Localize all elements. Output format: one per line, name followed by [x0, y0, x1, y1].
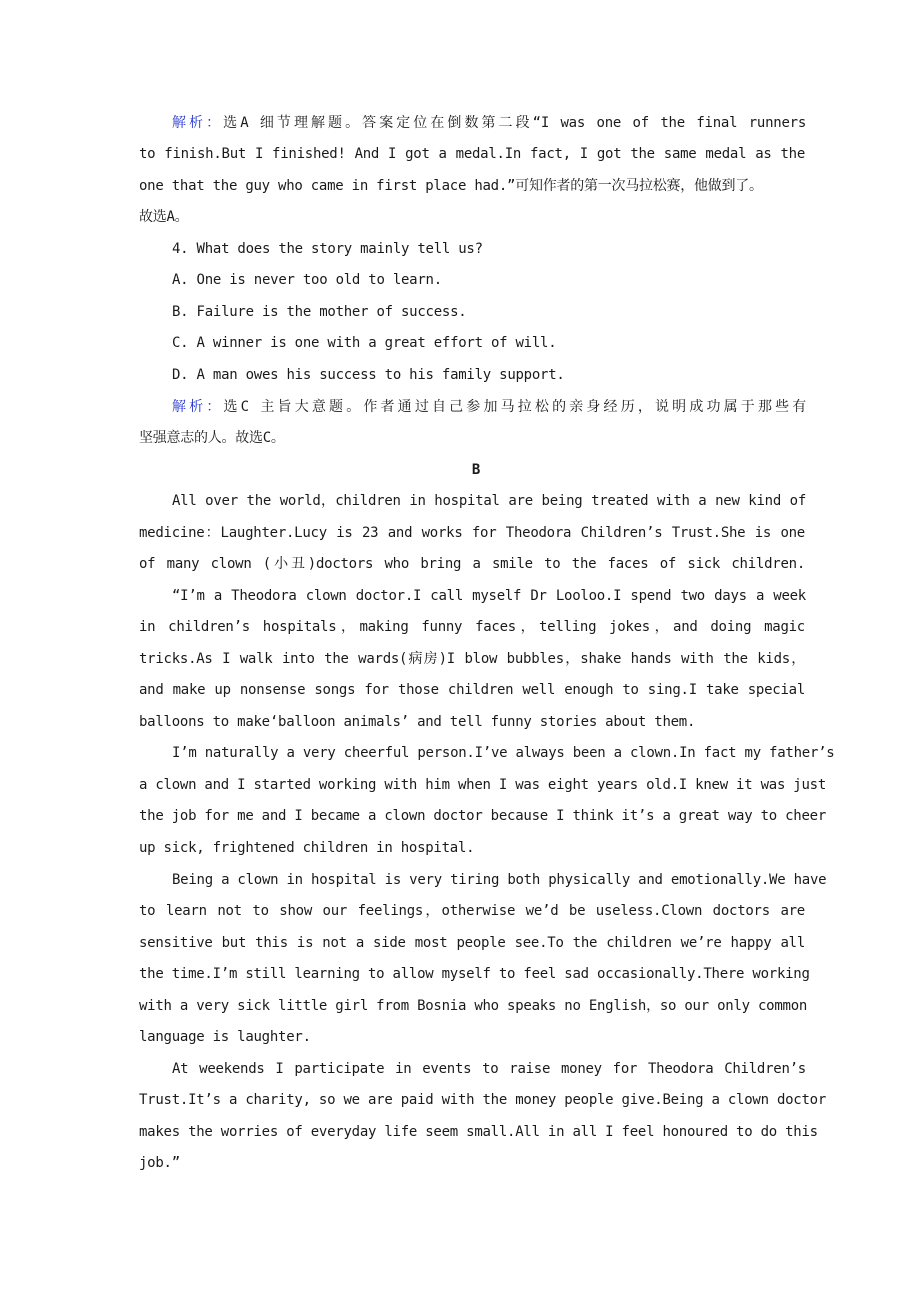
question-4-option-b: B. Failure is the mother of success.	[172, 304, 467, 320]
passage-p4-line-2: to learn not to show our feelings，otherwise we’d be useless.Clown doctors are	[139, 903, 805, 919]
passage-p1-line-3: of many clown (小丑)doctors who bring a smile to the faces of sick children.	[139, 556, 805, 572]
question-4-stem: 4. What does the story mainly tell us?	[172, 241, 483, 257]
section-title: B	[471, 462, 481, 478]
passage-p4-line-6: language is laughter.	[139, 1029, 311, 1045]
q3-explanation-line-1: 解析：选A 细节理解题。答案定位在倒数第二段“I was one of the final runners	[172, 115, 806, 131]
passage-p5-line-3: makes the worries of everyday life seem small.All in all I feel honoured to do this	[139, 1124, 818, 1140]
passage-p2-line-5: balloons to make‘balloon animals’ and tell funny stories about them.	[139, 714, 696, 730]
passage-p5-line-4: job.”	[139, 1155, 180, 1171]
passage-p4-line-4: the time.I’m still learning to allow myself to feel sad occasionally.There working	[139, 966, 810, 982]
question-4-option-d: D. A man owes his success to his family support.	[172, 367, 565, 383]
passage-p4-line-3: sensitive but this is not a side most people see.To the children we’re happy all	[139, 935, 805, 951]
question-4-option-a: A. One is never too old to learn.	[172, 272, 442, 288]
question-4-option-c: C. A winner is one with a great effort of will.	[172, 335, 557, 351]
q3-explanation-line-2: to finish.But I finished! And I got a medal.In fact, I got the same medal as the	[139, 146, 805, 162]
passage-p3-line-1: I’m naturally a very cheerful person.I’ve always been a clown.In fact my father’s	[172, 745, 835, 761]
passage-p5-line-1: At weekends I participate in events to raise money for Theodora Children’s	[172, 1061, 806, 1077]
passage-p4-line-5: with a very sick little girl from Bosnia who speaks no English，so our only common	[139, 998, 808, 1014]
passage-p1-line-1: All over the world，children in hospital are being treated with a new kind of	[172, 493, 806, 509]
passage-p5-line-2: Trust.It’s a charity, so we are paid with the money people give.Being a clown doctor	[139, 1092, 827, 1108]
q3-explanation-line-3: one that the guy who came in first place had.”可知作者的第一次马拉松赛，他做到了。	[139, 178, 763, 194]
explanation-label: 解析：	[172, 115, 224, 131]
explanation-label: 解析：	[172, 399, 224, 415]
passage-p2-line-2: in children’s hospitals，making funny faces，telling jokes，and doing magic	[139, 619, 805, 635]
passage-p1-line-2: medicine：Laughter.Lucy is 23 and works for Theodora Children’s Trust.She is one	[139, 525, 805, 541]
passage-p3-line-4: up sick, frightened children in hospital.	[139, 840, 475, 856]
passage-p2-line-3: tricks.As I walk into the wards(病房)I blow bubbles，shake hands with the kids，	[139, 651, 805, 667]
passage-p3-line-2: a clown and I started working with him when I was eight years old.I knew it was just	[139, 777, 827, 793]
passage-p2-line-4: and make up nonsense songs for those children well enough to sing.I take special	[139, 682, 805, 698]
q4-explanation-line-1: 解析：选C 主旨大意题。作者通过自己参加马拉松的亲身经历，说明成功属于那些有	[172, 399, 807, 415]
q3-explanation-line-4: 故选A。	[139, 209, 189, 225]
passage-p3-line-3: the job for me and I became a clown doctor because I think it’s a great way to cheer	[139, 808, 827, 824]
q4-explanation-line-2: 坚强意志的人。故选C。	[139, 430, 285, 446]
passage-p2-line-1: “I’m a Theodora clown doctor.I call myself Dr Looloo.I spend two days a week	[172, 588, 806, 604]
passage-p4-line-1: Being a clown in hospital is very tiring both physically and emotionally.We have	[172, 872, 827, 888]
